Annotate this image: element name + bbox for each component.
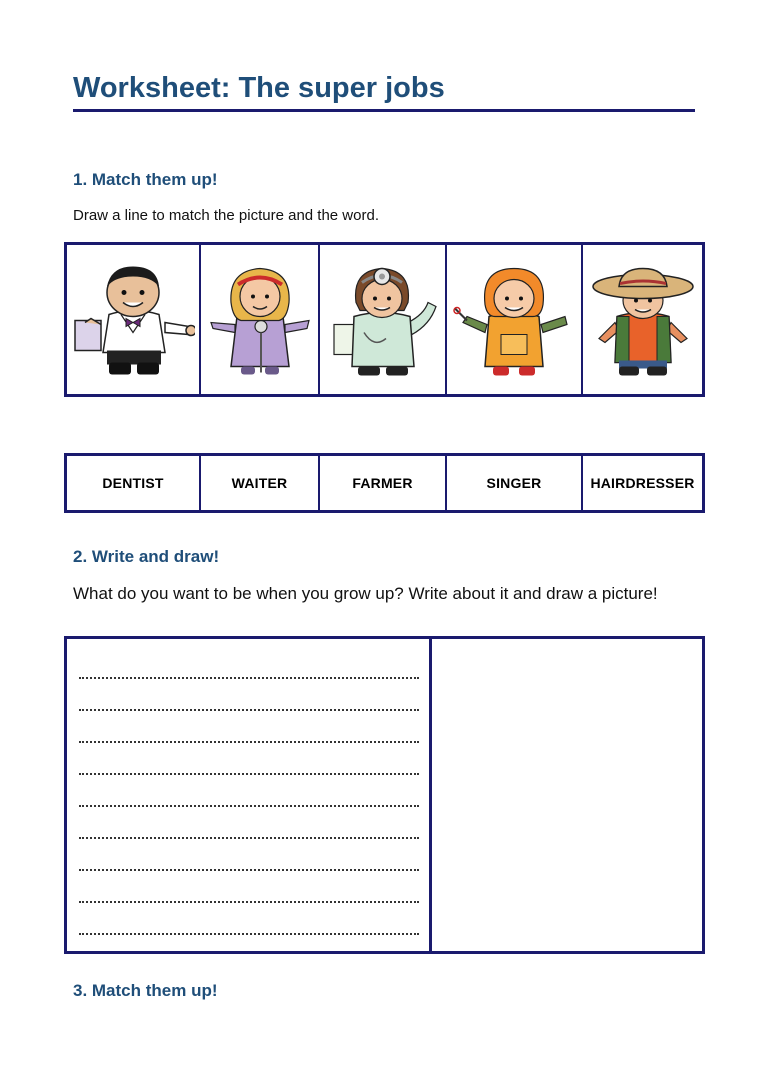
waiter-character-icon bbox=[71, 262, 195, 377]
word-cell[interactable]: HAIRDRESSER bbox=[581, 456, 702, 510]
writing-line[interactable] bbox=[79, 709, 419, 711]
drawing-area[interactable] bbox=[432, 639, 702, 951]
picture-cell-waiter[interactable] bbox=[67, 245, 199, 394]
picture-cell-singer[interactable] bbox=[199, 245, 318, 394]
word-cell[interactable]: FARMER bbox=[318, 456, 445, 510]
hairdresser-character-icon bbox=[451, 262, 577, 377]
writing-line[interactable] bbox=[79, 741, 419, 743]
picture-cell-dentist[interactable] bbox=[318, 245, 445, 394]
worksheet-title: Worksheet: The super jobs bbox=[73, 72, 445, 104]
writing-line[interactable] bbox=[79, 677, 419, 679]
word-cell[interactable]: DENTIST bbox=[102, 475, 164, 491]
writing-line[interactable] bbox=[79, 901, 419, 903]
word-cell[interactable]: SINGER bbox=[445, 456, 581, 510]
picture-grid bbox=[64, 242, 705, 397]
picture-cell-farmer[interactable] bbox=[581, 245, 702, 394]
writing-line[interactable] bbox=[79, 837, 419, 839]
title-underline bbox=[73, 109, 695, 112]
section1-instruction: Draw a line to match the picture and the word. bbox=[73, 207, 379, 224]
word-grid bbox=[64, 453, 705, 513]
writing-line[interactable] bbox=[79, 773, 419, 775]
writing-line[interactable] bbox=[79, 869, 419, 871]
section2-instruction: What do you want to be when you grow up? Write about it and draw a picture! bbox=[73, 584, 658, 603]
section1-heading: 1. Match them up! bbox=[73, 170, 218, 189]
singer-character-icon bbox=[205, 262, 315, 377]
picture-cell-hairdresser[interactable] bbox=[445, 245, 581, 394]
dentist-character-icon bbox=[324, 262, 442, 377]
section2-heading: 2. Write and draw! bbox=[73, 547, 220, 566]
section3-heading: 3. Match them up! bbox=[73, 981, 218, 1000]
writing-line[interactable] bbox=[79, 933, 419, 935]
write-and-draw-box bbox=[64, 636, 705, 954]
farmer-character-icon bbox=[585, 262, 701, 377]
word-cell[interactable]: WAITER bbox=[199, 456, 318, 510]
writing-line[interactable] bbox=[79, 805, 419, 807]
